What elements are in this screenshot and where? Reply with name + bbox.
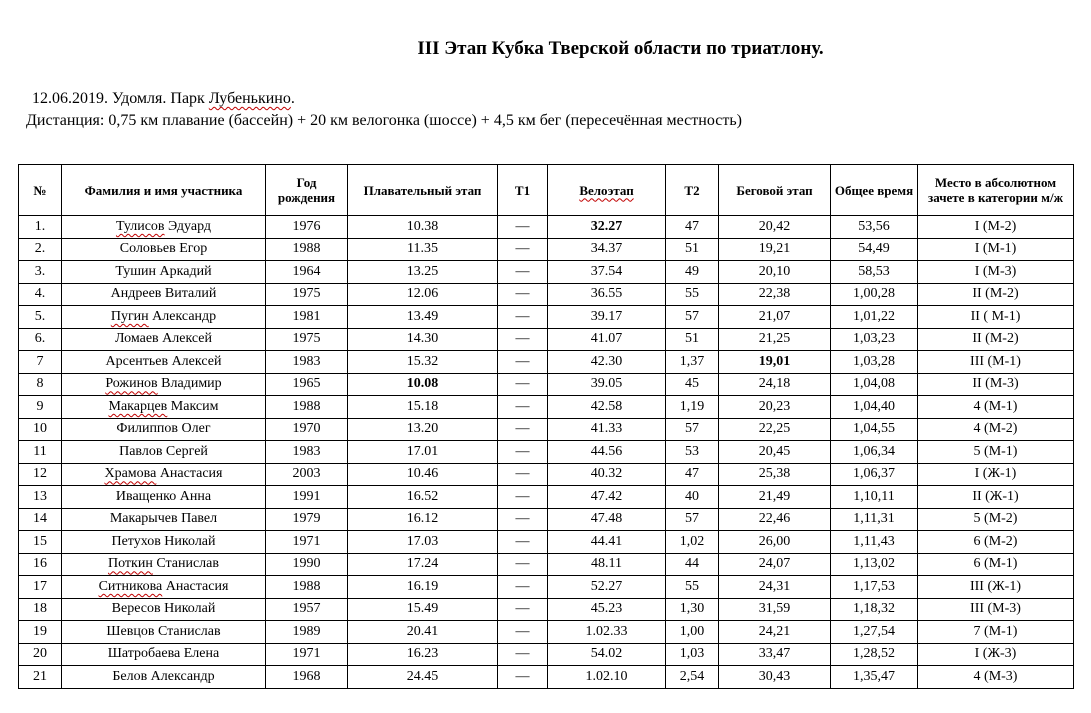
cell-year: 1968: [266, 666, 348, 689]
table-row: [19, 666, 1074, 689]
cell-name: Павлов Сергей: [62, 441, 266, 464]
cell-t1: —: [498, 531, 548, 554]
col-header-num: №: [19, 165, 62, 216]
park-name: Лубенькино: [208, 90, 291, 107]
cell-place: 7 (М-1): [918, 621, 1074, 644]
cell-num: 19: [19, 621, 62, 644]
cell-year: 1990: [266, 553, 348, 576]
date-place-prefix: 12.06.2019. Удомля. Парк: [32, 90, 209, 107]
cell-place: 5 (М-2): [918, 508, 1074, 531]
cell-t1: —: [498, 328, 548, 351]
cell-t1: —: [498, 216, 548, 239]
cell-total: 1,28,52: [831, 643, 918, 666]
cell-t1: —: [498, 666, 548, 689]
cell-run: 20,42: [719, 216, 831, 239]
cell-name: Петухов Николай: [62, 531, 266, 554]
cell-run: 24,31: [719, 576, 831, 599]
cell-bike: 1.02.10: [548, 666, 666, 689]
cell-t2: 44: [666, 553, 719, 576]
col-header-place: Место в абсолютном зачете в категории м/ж: [918, 165, 1074, 216]
participant-surname: Ситникова: [98, 578, 163, 594]
cell-num: 17: [19, 576, 62, 599]
cell-year: 1989: [266, 621, 348, 644]
cell-run: 19,01: [719, 351, 831, 374]
table-row: [19, 553, 1074, 576]
cell-run: 24,21: [719, 621, 831, 644]
cell-swim: 17.03: [348, 531, 498, 554]
cell-bike: 44.41: [548, 531, 666, 554]
cell-t2: 51: [666, 238, 719, 261]
cell-swim: 13.25: [348, 261, 498, 284]
cell-t1: —: [498, 441, 548, 464]
table-row: [19, 328, 1074, 351]
cell-name: Макарычев Павел: [62, 508, 266, 531]
cell-bike: 47.42: [548, 486, 666, 509]
cell-total: 1,01,22: [831, 306, 918, 329]
cell-num: 13: [19, 486, 62, 509]
participant-given-name: Анастасия: [162, 578, 229, 594]
cell-bike: 1.02.33: [548, 621, 666, 644]
cell-run: 21,25: [719, 328, 831, 351]
results-table: [18, 164, 1074, 689]
table-row: [19, 508, 1074, 531]
cell-total: 1,35,47: [831, 666, 918, 689]
cell-num: 2.: [19, 238, 62, 261]
cell-t2: 1,19: [666, 396, 719, 419]
cell-name: [62, 553, 266, 576]
cell-bike: 37.54: [548, 261, 666, 284]
table-row: [19, 576, 1074, 599]
cell-num: 7: [19, 351, 62, 374]
cell-place: I (Ж-1): [918, 463, 1074, 486]
cell-swim: 12.06: [348, 283, 498, 306]
date-place-suffix: .: [290, 90, 295, 107]
cell-num: 11: [19, 441, 62, 464]
cell-total: 1,11,43: [831, 531, 918, 554]
cell-name: Шевцов Станислав: [62, 621, 266, 644]
cell-name: Арсентьев Алексей: [62, 351, 266, 374]
cell-swim: 11.35: [348, 238, 498, 261]
cell-bike: 42.58: [548, 396, 666, 419]
col-header-t1: Т1: [498, 165, 548, 216]
cell-t2: 1,00: [666, 621, 719, 644]
cell-total: 58,53: [831, 261, 918, 284]
cell-year: 1988: [266, 576, 348, 599]
participant-surname: Тулисов: [115, 218, 165, 234]
cell-t2: 40: [666, 486, 719, 509]
cell-run: 20,45: [719, 441, 831, 464]
cell-run: 20,23: [719, 396, 831, 419]
cell-t2: 57: [666, 418, 719, 441]
cell-t1: —: [498, 553, 548, 576]
table-row: [19, 418, 1074, 441]
cell-swim: 10.38: [348, 216, 498, 239]
cell-year: 1970: [266, 418, 348, 441]
cell-name: [62, 396, 266, 419]
table-header-row: [19, 165, 1074, 216]
table-row: [19, 261, 1074, 284]
cell-t1: —: [498, 283, 548, 306]
table-row: [19, 306, 1074, 329]
cell-year: 1983: [266, 441, 348, 464]
cell-run: 20,10: [719, 261, 831, 284]
cell-place: 6 (М-1): [918, 553, 1074, 576]
results-body: [19, 216, 1074, 689]
cell-name: [62, 576, 266, 599]
cell-place: III (М-1): [918, 351, 1074, 374]
cell-swim: 16.19: [348, 576, 498, 599]
cell-t2: 1,37: [666, 351, 719, 374]
cell-year: 1957: [266, 598, 348, 621]
cell-place: II (М-3): [918, 373, 1074, 396]
cell-bike: 32.27: [548, 216, 666, 239]
cell-t1: —: [498, 643, 548, 666]
cell-place: III (М-3): [918, 598, 1074, 621]
cell-name: [62, 216, 266, 239]
cell-num: 6.: [19, 328, 62, 351]
cell-year: 1981: [266, 306, 348, 329]
cell-place: II ( М-1): [918, 306, 1074, 329]
cell-total: 1,03,23: [831, 328, 918, 351]
cell-t2: 1,03: [666, 643, 719, 666]
cell-total: 1,04,40: [831, 396, 918, 419]
participant-given-name: Максим: [167, 398, 219, 414]
cell-name: Ломаев Алексей: [62, 328, 266, 351]
cell-t2: 55: [666, 576, 719, 599]
cell-place: I (Ж-3): [918, 643, 1074, 666]
cell-swim: 15.49: [348, 598, 498, 621]
cell-t2: 47: [666, 216, 719, 239]
cell-bike: 36.55: [548, 283, 666, 306]
col-header-bike-label: Велоэтап: [579, 182, 634, 198]
cell-run: 19,21: [719, 238, 831, 261]
cell-place: 6 (М-2): [918, 531, 1074, 554]
cell-num: 15: [19, 531, 62, 554]
cell-year: 1988: [266, 238, 348, 261]
cell-swim: 13.49: [348, 306, 498, 329]
cell-swim: 20.41: [348, 621, 498, 644]
cell-t1: —: [498, 463, 548, 486]
table-row: [19, 643, 1074, 666]
cell-t1: —: [498, 306, 548, 329]
cell-total: 1,03,28: [831, 351, 918, 374]
cell-name: [62, 463, 266, 486]
cell-num: 1.: [19, 216, 62, 239]
cell-name: Тушин Аркадий: [62, 261, 266, 284]
cell-total: 1,06,37: [831, 463, 918, 486]
cell-t1: —: [498, 351, 548, 374]
cell-total: 1,04,08: [831, 373, 918, 396]
cell-name: Филиппов Олег: [62, 418, 266, 441]
cell-bike: 52.27: [548, 576, 666, 599]
cell-t2: 55: [666, 283, 719, 306]
document-title: III Этап Кубка Тверской области по триатлону.: [417, 38, 824, 59]
cell-t1: —: [498, 396, 548, 419]
cell-bike: 41.33: [548, 418, 666, 441]
cell-name: Вересов Николай: [62, 598, 266, 621]
table-row: [19, 396, 1074, 419]
cell-run: 21,07: [719, 306, 831, 329]
cell-t2: 57: [666, 306, 719, 329]
cell-total: 1,00,28: [831, 283, 918, 306]
cell-total: 1,18,32: [831, 598, 918, 621]
cell-place: 4 (М-2): [918, 418, 1074, 441]
cell-year: 1991: [266, 486, 348, 509]
cell-place: II (М-2): [918, 283, 1074, 306]
cell-t2: 51: [666, 328, 719, 351]
cell-total: 1,17,53: [831, 576, 918, 599]
col-header-t2: Т2: [666, 165, 719, 216]
cell-bike: 40.32: [548, 463, 666, 486]
cell-swim: 10.08: [348, 373, 498, 396]
table-row: [19, 351, 1074, 374]
participant-surname: Рожинов: [105, 376, 158, 392]
cell-run: 25,38: [719, 463, 831, 486]
cell-t2: 45: [666, 373, 719, 396]
cell-t1: —: [498, 576, 548, 599]
col-header-name: Фамилия и имя участника: [62, 165, 266, 216]
cell-year: 1975: [266, 328, 348, 351]
table-row: [19, 441, 1074, 464]
cell-t2: 1,02: [666, 531, 719, 554]
cell-year: 1976: [266, 216, 348, 239]
cell-total: 53,56: [831, 216, 918, 239]
cell-t1: —: [498, 508, 548, 531]
cell-t2: 49: [666, 261, 719, 284]
cell-bike: 44.56: [548, 441, 666, 464]
cell-num: 5.: [19, 306, 62, 329]
cell-year: 1964: [266, 261, 348, 284]
cell-run: 30,43: [719, 666, 831, 689]
cell-total: 1,13,02: [831, 553, 918, 576]
cell-t1: —: [498, 621, 548, 644]
cell-year: 1965: [266, 373, 348, 396]
cell-swim: 16.52: [348, 486, 498, 509]
table-row: [19, 463, 1074, 486]
cell-bike: 39.05: [548, 373, 666, 396]
cell-t2: 2,54: [666, 666, 719, 689]
cell-place: II (Ж-1): [918, 486, 1074, 509]
cell-place: 4 (М-1): [918, 396, 1074, 419]
cell-total: 1,27,54: [831, 621, 918, 644]
cell-year: 1979: [266, 508, 348, 531]
cell-swim: 24.45: [348, 666, 498, 689]
cell-year: 1988: [266, 396, 348, 419]
cell-bike: 39.17: [548, 306, 666, 329]
cell-t2: 47: [666, 463, 719, 486]
cell-swim: 17.01: [348, 441, 498, 464]
cell-place: I (М-3): [918, 261, 1074, 284]
cell-num: 8: [19, 373, 62, 396]
table-row: [19, 621, 1074, 644]
cell-bike: 34.37: [548, 238, 666, 261]
participant-given-name: Эдуард: [164, 218, 212, 234]
col-header-swim: Плавательный этап: [348, 165, 498, 216]
cell-run: 26,00: [719, 531, 831, 554]
cell-num: 21: [19, 666, 62, 689]
cell-total: 1,06,34: [831, 441, 918, 464]
cell-place: 5 (М-1): [918, 441, 1074, 464]
participant-given-name: Анастасия: [156, 466, 223, 482]
cell-run: 33,47: [719, 643, 831, 666]
col-header-total: Общее время: [831, 165, 918, 216]
cell-num: 9: [19, 396, 62, 419]
cell-name: Шатробаева Елена: [62, 643, 266, 666]
cell-place: 4 (М-3): [918, 666, 1074, 689]
col-header-run: Беговой этап: [719, 165, 831, 216]
cell-swim: 10.46: [348, 463, 498, 486]
cell-num: 12: [19, 463, 62, 486]
date-place-line: [32, 90, 295, 108]
cell-t1: —: [498, 261, 548, 284]
cell-t2: 1,30: [666, 598, 719, 621]
cell-run: 22,25: [719, 418, 831, 441]
cell-swim: 16.12: [348, 508, 498, 531]
participant-given-name: Владимир: [157, 376, 222, 392]
cell-name: Белов Александр: [62, 666, 266, 689]
cell-place: III (Ж-1): [918, 576, 1074, 599]
cell-year: 1971: [266, 643, 348, 666]
cell-year: 1971: [266, 531, 348, 554]
cell-name: Соловьев Егор: [62, 238, 266, 261]
cell-num: 20: [19, 643, 62, 666]
cell-name: [62, 306, 266, 329]
cell-bike: 48.11: [548, 553, 666, 576]
col-header-year: Год рождения: [266, 165, 348, 216]
cell-t1: —: [498, 486, 548, 509]
cell-swim: 15.18: [348, 396, 498, 419]
cell-run: 22,38: [719, 283, 831, 306]
cell-bike: 41.07: [548, 328, 666, 351]
cell-year: 1983: [266, 351, 348, 374]
cell-swim: 17.24: [348, 553, 498, 576]
cell-t2: 53: [666, 441, 719, 464]
cell-place: I (М-2): [918, 216, 1074, 239]
cell-run: 24,07: [719, 553, 831, 576]
cell-place: II (М-2): [918, 328, 1074, 351]
col-header-bike: [548, 165, 666, 216]
cell-swim: 14.30: [348, 328, 498, 351]
cell-name: Иващенко Анна: [62, 486, 266, 509]
table-row: [19, 486, 1074, 509]
participant-surname: Пугин: [110, 308, 149, 324]
cell-run: 24,18: [719, 373, 831, 396]
cell-swim: 15.32: [348, 351, 498, 374]
cell-bike: 45.23: [548, 598, 666, 621]
table-row: [19, 531, 1074, 554]
cell-year: 2003: [266, 463, 348, 486]
cell-num: 4.: [19, 283, 62, 306]
distance-line: Дистанция: 0,75 км плавание (бассейн) + 20 км велогонка (шоссе) + 4,5 км бег (пересечённая местность): [26, 112, 742, 129]
cell-total: 54,49: [831, 238, 918, 261]
participant-surname: Храмова: [104, 466, 157, 482]
cell-num: 18: [19, 598, 62, 621]
participant-given-name: Станислав: [152, 556, 219, 572]
cell-year: 1975: [266, 283, 348, 306]
cell-total: 1,11,31: [831, 508, 918, 531]
cell-run: 22,46: [719, 508, 831, 531]
cell-run: 31,59: [719, 598, 831, 621]
table-row: [19, 216, 1074, 239]
cell-total: 1,10,11: [831, 486, 918, 509]
cell-t2: 57: [666, 508, 719, 531]
cell-swim: 13.20: [348, 418, 498, 441]
cell-bike: 54.02: [548, 643, 666, 666]
cell-t1: —: [498, 238, 548, 261]
cell-t1: —: [498, 598, 548, 621]
table-row: [19, 283, 1074, 306]
table-row: [19, 373, 1074, 396]
cell-run: 21,49: [719, 486, 831, 509]
table-row: [19, 598, 1074, 621]
table-row: [19, 238, 1074, 261]
cell-num: 14: [19, 508, 62, 531]
cell-num: 10: [19, 418, 62, 441]
cell-bike: 47.48: [548, 508, 666, 531]
cell-name: Андреев Виталий: [62, 283, 266, 306]
cell-t1: —: [498, 373, 548, 396]
participant-surname: Макарцев: [108, 398, 168, 414]
cell-num: 16: [19, 553, 62, 576]
participant-given-name: Александр: [148, 308, 217, 324]
cell-place: I (М-1): [918, 238, 1074, 261]
cell-num: 3.: [19, 261, 62, 284]
participant-surname: Поткин: [107, 556, 153, 572]
cell-name: [62, 373, 266, 396]
cell-swim: 16.23: [348, 643, 498, 666]
cell-bike: 42.30: [548, 351, 666, 374]
cell-t1: —: [498, 418, 548, 441]
cell-total: 1,04,55: [831, 418, 918, 441]
